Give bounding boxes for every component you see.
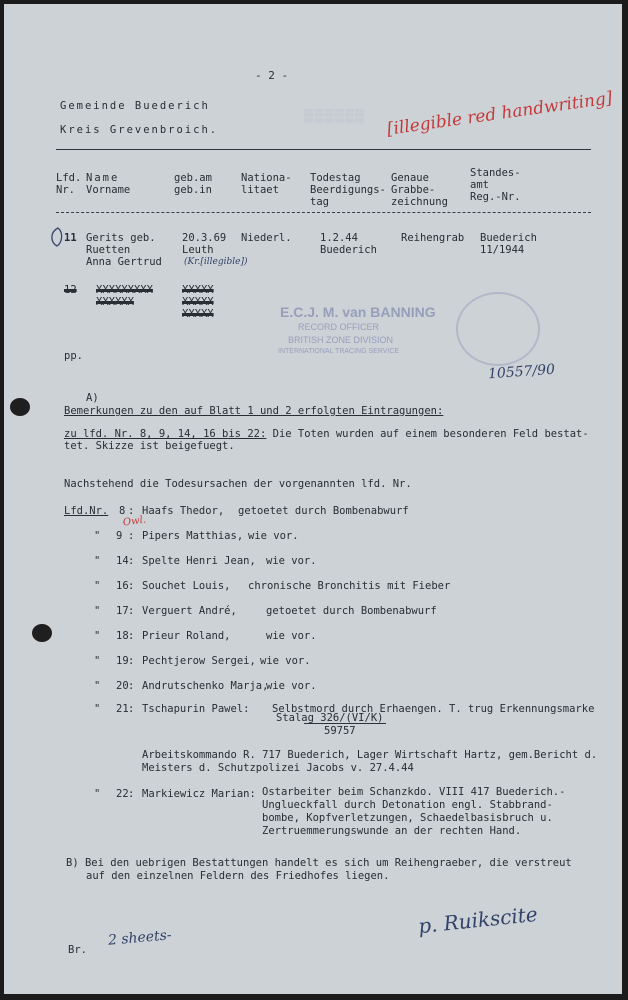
section-b-line1: B) Bei den uebrigen Bestattungen handelt es sich um Reihengraeber, die verstreut <box>66 857 572 869</box>
entry-bullet: " <box>94 703 101 715</box>
entry-8-sep: : <box>128 703 135 715</box>
entry-22-name: Markiewicz Marian: <box>142 788 256 800</box>
entry-8-cause: getoetet durch Bombenabwurf <box>238 505 409 517</box>
section-a-note-prefix: zu lfd. Nr. 8, 9, 14, 16 bis 22: <box>64 428 267 440</box>
row-name-line2: Ruetten <box>86 244 131 256</box>
entry-bullet: " <box>94 680 101 692</box>
faded-stamp-top: ▒▒▒▒▒▒ <box>304 108 366 123</box>
entry-1-cause: wie vor. <box>248 530 299 542</box>
entry-2-name: Spelte Henri Jean, <box>142 555 256 567</box>
row-geb-line1: 20.3.69 <box>182 232 227 244</box>
section-a-label: A) <box>86 392 99 404</box>
section-a-note-line2: tet. Skizze ist beigefuegt. <box>64 440 235 452</box>
handwritten-reference: 10557/90 <box>487 361 556 383</box>
hand-mark-row <box>48 226 68 248</box>
row-nation: Niederl. <box>241 232 292 244</box>
table-top-rule <box>56 149 591 150</box>
entry-8-sep: : <box>128 505 135 517</box>
entry-4-nr: 17 <box>116 605 129 617</box>
col-geb-line2: geb.in <box>174 184 212 196</box>
row-grab: Reihengrab <box>401 232 465 244</box>
entry-22-line1: Ostarbeiter beim Schanzkdo. VIII 417 Buederich.- <box>262 786 566 798</box>
col-lfd-line1: Lfd. <box>56 172 82 184</box>
entry-8-cause: Selbstmord durch Erhaengen. T. trug Erkennungsmarke <box>272 703 595 715</box>
punch-hole-upper <box>10 398 30 416</box>
entry-5-cause: wie vor. <box>266 630 317 642</box>
entry-bullet: " <box>94 580 101 592</box>
page-number: - 2 - <box>255 69 289 82</box>
entry-3-cause: chronische Bronchitis mit Fieber <box>248 580 451 592</box>
pp-marker: pp. <box>64 350 83 362</box>
entry-22-sep: : <box>128 788 135 800</box>
entry-bullet: " <box>94 605 101 617</box>
entry-7-sep: : <box>128 680 135 692</box>
col-grab-line3: zeichnung <box>391 196 448 208</box>
col-nation-line1: Nationa- <box>241 172 292 184</box>
document-page <box>4 4 622 994</box>
col-todestag-line1: Todestag <box>310 172 361 184</box>
row-todestag-line2: Buederich <box>320 244 377 256</box>
punch-hole-lower <box>32 624 52 642</box>
struck-name-line1: XXXXXXXXX <box>96 284 153 296</box>
entry-4-cause: getoetet durch Bombenabwurf <box>266 605 437 617</box>
entry-bullet: " <box>94 655 101 667</box>
entry-bullet: " <box>94 630 101 642</box>
entry-5-name: Prieur Roland, <box>142 630 231 642</box>
entry-22-nr: 22 <box>116 788 129 800</box>
entry-8-nr: 21 <box>116 703 129 715</box>
col-standesamt-line2: amt <box>470 179 489 191</box>
entry-1-sep: : <box>128 530 135 542</box>
entry-5-nr: 18 <box>116 630 129 642</box>
section-a-note-line1 <box>64 428 589 440</box>
entry-21-detail-line1: Arbeitskommando R. 717 Buederich, Lager Wirtschaft Hartz, gem.Bericht d. <box>142 749 598 761</box>
row-geb-handwritten: (Kr.[illegible]) <box>184 257 248 267</box>
col-todestag-line3: tag <box>310 196 329 208</box>
row-name-line3: Anna Gertrud <box>86 256 162 268</box>
col-grab-line1: Genaue <box>391 172 429 184</box>
stamp-line3: BRITISH ZONE DIVISION <box>288 335 394 345</box>
entry-6-nr: 19 <box>116 655 129 667</box>
entry-3-nr: 16 <box>116 580 129 592</box>
entry-bullet: " <box>94 555 101 567</box>
entry-2-nr: 14 <box>116 555 129 567</box>
row-standesamt-line1: Buederich <box>480 232 537 244</box>
hand-note-entry-9: Owl. <box>122 514 147 529</box>
stamp-line1: E.C.J. M. van BANNING <box>280 304 436 320</box>
struck-nr: 12 <box>64 284 77 296</box>
row-standesamt-line2: 11/1944 <box>480 244 525 256</box>
lfd-nr-label: Lfd.Nr. <box>64 505 109 517</box>
causes-intro: Nachstehend die Todesursachen der vorgenannten lfd. Nr. <box>64 478 412 490</box>
row-geb-line2: Leuth <box>182 244 214 256</box>
entry-3-name: Souchet Louis, <box>142 580 231 592</box>
col-name-line2: Vorname <box>86 184 131 196</box>
section-a-heading: Bemerkungen zu den auf Blatt 1 und 2 erfolgten Eintragungen: <box>64 405 444 417</box>
red-archive-number: [illegible red handwriting] <box>385 88 614 140</box>
header-gemeinde: Gemeinde Buederich <box>60 100 210 112</box>
entry-21-stalag: Stalag 326/(VI/K) <box>276 712 384 724</box>
col-geb-line1: geb.am <box>174 172 212 184</box>
section-b-line2: auf den einzelnen Feldern des Friedhofes liegen. <box>86 870 390 882</box>
col-nation-line2: litaet <box>241 184 279 196</box>
entry-8-nr: 8 <box>119 505 126 517</box>
entry-22-line2: Unglueckfall durch Detonation engl. Stabbrand- <box>262 799 553 811</box>
col-standesamt-line1: Standes- <box>470 167 521 179</box>
entry-bullet: " <box>94 530 101 542</box>
entry-2-cause: wie vor. <box>266 555 317 567</box>
struck-geb-line3: XXXXX <box>182 308 214 320</box>
stamp-line4: INTERNATIONAL TRACING SERVICE <box>278 348 400 355</box>
entry-21-detail-line2: Meisters d. Schutzpolizei Jacobs v. 27.4.44 <box>142 762 414 774</box>
stamp-line2: RECORD OFFICER <box>298 322 379 332</box>
entry-4-name: Verguert André, <box>142 605 237 617</box>
footer-br: Br. <box>68 944 87 956</box>
entry-6-cause: wie vor. <box>260 655 311 667</box>
entry-7-nr: 20 <box>116 680 129 692</box>
entry-8-name: Haafs Thedor, <box>142 505 225 517</box>
col-name-line1: Name <box>86 172 120 184</box>
section-a-note-text: Die Toten wurden auf einem besonderen Feld bestat- <box>266 428 589 440</box>
entry-1-name: Pipers Matthias, <box>142 530 244 542</box>
entry-6-name: Pechtjerow Sergei, <box>142 655 256 667</box>
entry-3-sep: : <box>128 580 135 592</box>
col-standesamt-line3: Reg.-Nr. <box>470 191 521 203</box>
struck-geb-line1: XXXXX <box>182 284 214 296</box>
header-kreis: Kreis Grevenbroich. <box>60 124 219 136</box>
footer-sheets-note: 2 sheets- <box>107 927 173 949</box>
col-todestag-line2: Beerdigungs- <box>310 184 386 196</box>
entry-2-sep: : <box>128 555 135 567</box>
entry-8-name: Tschapurin Pawel: <box>142 703 250 715</box>
entry-5-sep: : <box>128 630 135 642</box>
stamp-seal-circle <box>456 292 540 366</box>
entry-22-bullet: " <box>94 788 101 800</box>
struck-name-line2: XXXXXX <box>96 296 134 308</box>
col-lfd-line2: Nr. <box>56 184 75 196</box>
table-header-rule <box>56 212 591 213</box>
struck-geb-line2: XXXXX <box>182 296 214 308</box>
entry-1-nr: 9 <box>116 530 123 542</box>
entry-21-number: 59757 <box>324 725 356 737</box>
entry-22-line3: bombe, Kopfverletzungen, Schaedelbasisbruch u. <box>262 812 553 824</box>
entry-4-sep: : <box>128 605 135 617</box>
col-grab-line2: Grabbe- <box>391 184 436 196</box>
entry-22-line4: Zertruemmerungswunde an der rechten Hand. <box>262 825 522 837</box>
row-nr: 11 <box>64 232 77 244</box>
entry-6-sep: : <box>128 655 135 667</box>
row-name-line1: Gerits geb. <box>86 232 156 244</box>
footer-signature: p. Ruikscite <box>417 901 539 939</box>
entry-7-cause: wie vor. <box>266 680 317 692</box>
entry-21-stalag-underline <box>304 723 386 724</box>
row-todestag-line1: 1.2.44 <box>320 232 358 244</box>
entry-7-name: Andrutschenko Marja, <box>142 680 269 692</box>
